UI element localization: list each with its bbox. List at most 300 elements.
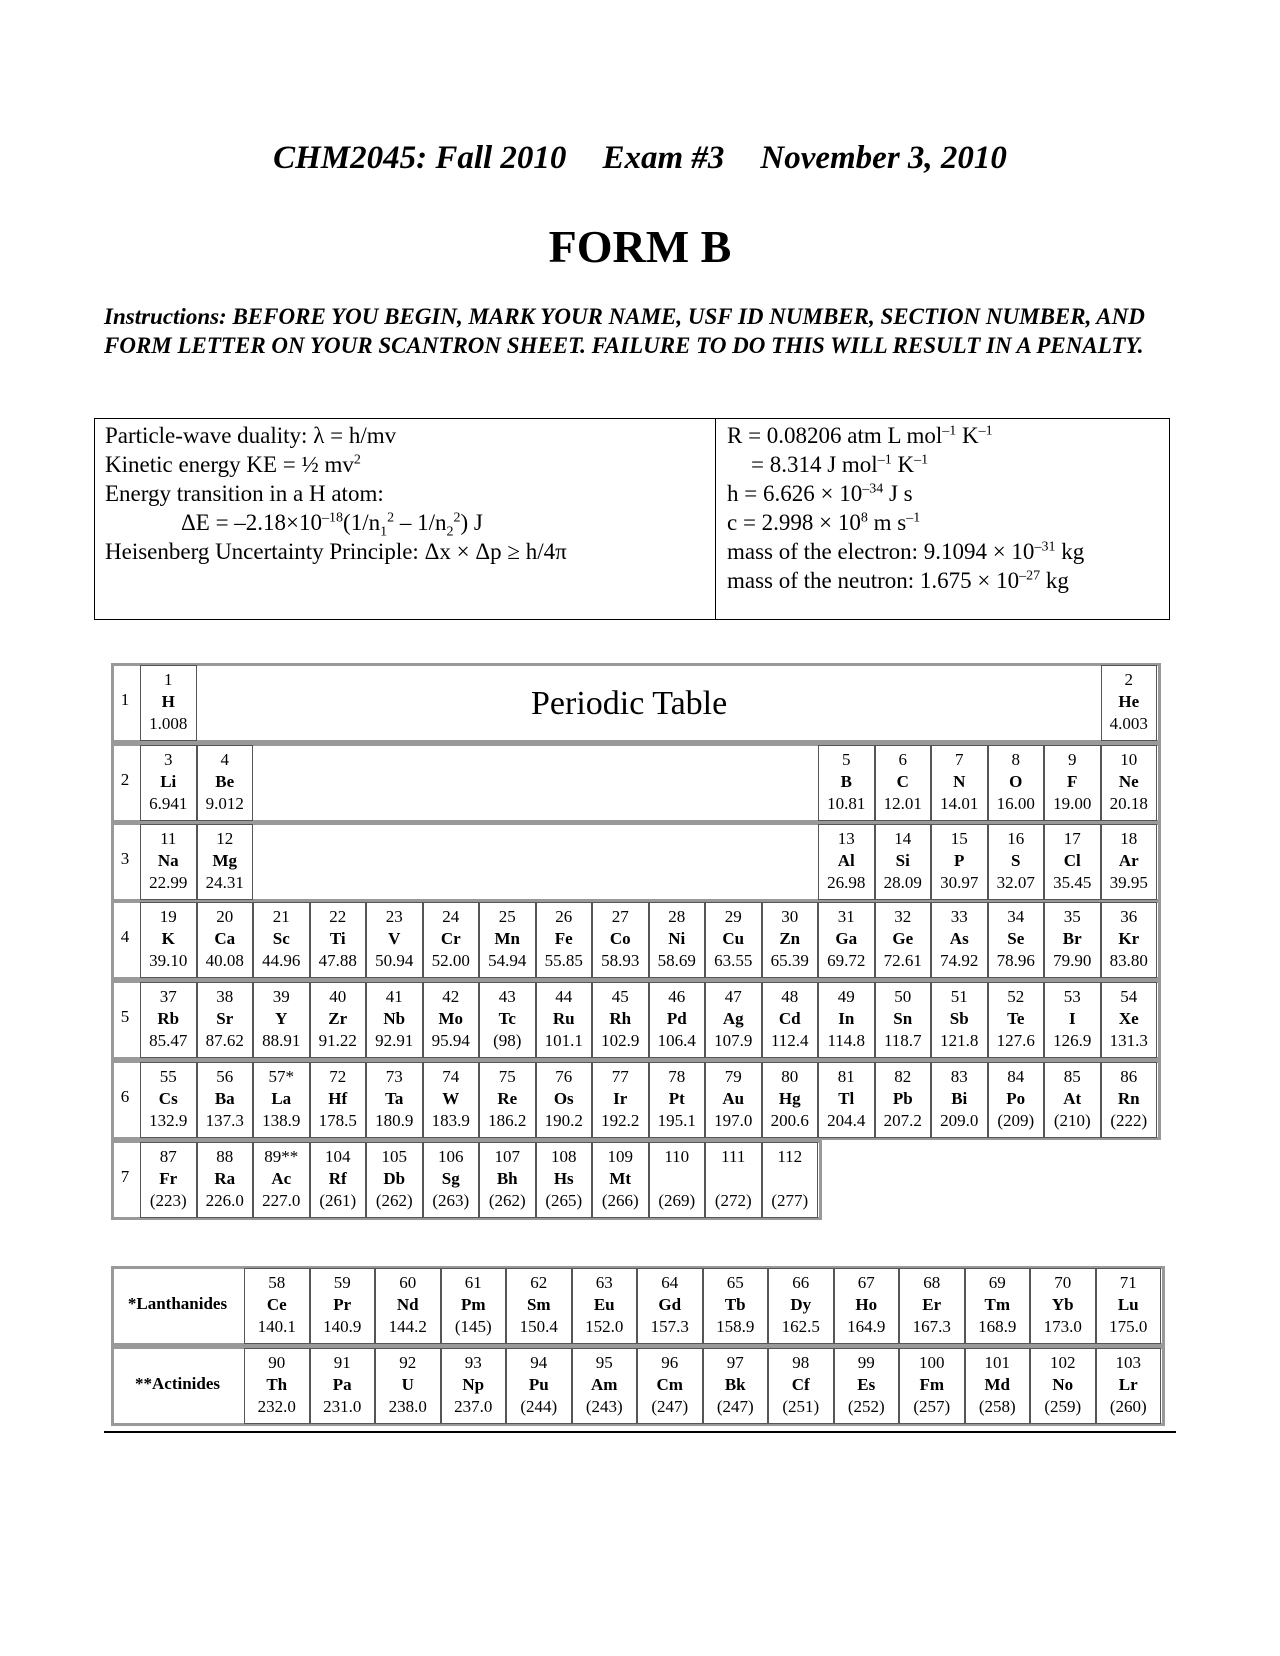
element-cell xyxy=(899,1268,965,1344)
atomic-number: 105 xyxy=(381,1147,407,1166)
atomic-number: 87 xyxy=(159,1147,177,1166)
atomic-mass: 101.1 xyxy=(544,1031,583,1050)
element-symbol: Al xyxy=(837,851,855,870)
atomic-mass: 58.69 xyxy=(657,951,696,970)
form-title: FORM B xyxy=(548,221,732,272)
atomic-number: 13 xyxy=(837,829,855,848)
element-symbol xyxy=(650,1168,705,1190)
atomic-mass: 168.9 xyxy=(978,1317,1017,1336)
element-symbol: Hs xyxy=(553,1169,574,1188)
atomic-number: 24 xyxy=(442,907,460,926)
atomic-mass: 28.09 xyxy=(883,873,922,892)
atomic-mass: 227.0 xyxy=(262,1191,301,1210)
atomic-number: 45 xyxy=(611,987,629,1006)
element-symbol: Sc xyxy=(272,929,290,948)
atomic-mass: 209.0 xyxy=(940,1111,979,1130)
element-cell xyxy=(140,982,197,1058)
atomic-number: 5 xyxy=(842,750,851,769)
atomic-mass: 226.0 xyxy=(205,1191,244,1210)
atomic-number: 32 xyxy=(894,907,912,926)
element-cell xyxy=(703,1348,769,1424)
element-symbol: Db xyxy=(383,1169,406,1188)
atomic-mass: (247) xyxy=(716,1397,754,1416)
atomic-number: 79 xyxy=(724,1067,742,1086)
element-symbol: Hf xyxy=(328,1089,348,1108)
atomic-mass: 65.39 xyxy=(770,951,809,970)
bottom-rule xyxy=(104,1431,1176,1433)
element-cell xyxy=(931,1062,988,1138)
element-cell xyxy=(818,824,875,900)
atomic-mass: 200.6 xyxy=(770,1111,809,1130)
speed-of-light: $c = 2.998 \times 10^8$ m $s^{-1}$ xyxy=(727,510,921,535)
element-cell xyxy=(197,1142,254,1218)
atomic-number: 53 xyxy=(1063,987,1081,1006)
atomic-mass: (263) xyxy=(432,1191,470,1210)
atomic-mass: 195.1 xyxy=(657,1111,696,1130)
atomic-mass: 58.93 xyxy=(601,951,640,970)
element-cell xyxy=(1044,1062,1101,1138)
atomic-number: 2 xyxy=(1124,670,1133,689)
element-symbol: Xe xyxy=(1118,1009,1139,1028)
element-cell xyxy=(1096,1348,1162,1424)
atomic-number: 20 xyxy=(216,907,234,926)
atomic-mass: (262) xyxy=(375,1191,413,1210)
atomic-mass: 78.96 xyxy=(996,951,1035,970)
gas-constant-1: R = 0.08206 atm L mol$^{-1}$ $K^{-1}$ xyxy=(727,423,993,448)
atomic-mass: 69.72 xyxy=(827,951,866,970)
atomic-number: 104 xyxy=(325,1147,351,1166)
element-symbol: Th xyxy=(266,1375,288,1394)
element-cell xyxy=(705,902,762,978)
atomic-number: 110 xyxy=(664,1147,690,1166)
atomic-number: 42 xyxy=(442,987,460,1006)
element-cell xyxy=(592,902,649,978)
atomic-mass: 102.9 xyxy=(601,1031,640,1050)
box-divider xyxy=(715,419,716,619)
neutron-mass: mass of the neutron: $1.675 \times 10^{-27}$ kg xyxy=(727,568,1069,593)
atomic-number: 90 xyxy=(268,1353,286,1372)
element-cell xyxy=(572,1268,638,1344)
atomic-mass: (261) xyxy=(319,1191,357,1210)
atomic-mass: 127.6 xyxy=(996,1031,1035,1050)
element-cell xyxy=(875,982,932,1058)
element-cell xyxy=(705,1142,762,1218)
element-symbol: Au xyxy=(722,1089,745,1108)
element-symbol: Eu xyxy=(593,1295,615,1314)
element-symbol: S xyxy=(1011,851,1021,870)
atomic-number: 21 xyxy=(272,907,290,926)
element-symbol: Rf xyxy=(328,1169,347,1188)
element-cell xyxy=(253,902,310,978)
element-symbol: Mo xyxy=(438,1009,464,1028)
element-cell xyxy=(506,1348,572,1424)
element-symbol: Am xyxy=(591,1375,618,1394)
element-cell xyxy=(1101,902,1158,978)
atomic-number: 30 xyxy=(781,907,799,926)
element-symbol: Mt xyxy=(609,1169,632,1188)
atomic-mass: 22.99 xyxy=(149,873,188,892)
element-cell xyxy=(637,1268,703,1344)
element-cell xyxy=(1096,1268,1162,1344)
atomic-mass: (257) xyxy=(913,1397,951,1416)
element-cell xyxy=(441,1348,507,1424)
atomic-mass: 72.61 xyxy=(883,951,922,970)
element-symbol: Gd xyxy=(658,1295,682,1314)
element-symbol: Pd xyxy=(666,1009,687,1028)
atomic-number: 3 xyxy=(164,750,173,769)
element-symbol: Md xyxy=(984,1375,1010,1394)
element-cell xyxy=(705,982,762,1058)
element-cell xyxy=(1101,982,1158,1058)
period-label: 6 xyxy=(120,1087,130,1106)
atomic-number: 61 xyxy=(464,1273,482,1292)
atomic-mass: (265) xyxy=(545,1191,583,1210)
element-cell xyxy=(965,1268,1031,1344)
atomic-mass: 74.92 xyxy=(940,951,979,970)
element-cell xyxy=(931,824,988,900)
atomic-number: 108 xyxy=(551,1147,577,1166)
element-symbol: O xyxy=(1009,772,1023,791)
element-cell xyxy=(140,1062,197,1138)
element-cell xyxy=(931,902,988,978)
atomic-number: 89** xyxy=(264,1147,299,1166)
period-label: 2 xyxy=(120,770,130,789)
atomic-mass: (247) xyxy=(651,1397,689,1416)
atomic-mass: 106.4 xyxy=(657,1031,696,1050)
duality-equation: Particle-wave duality: λ = h/mv xyxy=(105,423,397,448)
atomic-number: 11 xyxy=(160,829,177,848)
atomic-number: 77 xyxy=(611,1067,629,1086)
element-symbol: Cs xyxy=(158,1089,178,1108)
element-cell xyxy=(253,982,310,1058)
kinetic-equation: Kinetic energy KE = ½ $mv^2$ xyxy=(105,452,361,477)
atomic-mass: 140.9 xyxy=(323,1317,362,1336)
element-cell xyxy=(988,1062,1045,1138)
atomic-number: 66 xyxy=(792,1273,810,1292)
element-symbol: Ru xyxy=(552,1009,575,1028)
element-symbol: Pa xyxy=(332,1375,352,1394)
element-cell xyxy=(536,982,593,1058)
element-symbol: Br xyxy=(1062,929,1082,948)
atomic-mass: 35.45 xyxy=(1053,873,1092,892)
element-cell xyxy=(592,982,649,1058)
equations-column xyxy=(105,421,567,566)
atomic-mass: (272) xyxy=(714,1191,752,1210)
atomic-number: 93 xyxy=(464,1353,482,1372)
element-cell xyxy=(506,1268,572,1344)
element-symbol: Pt xyxy=(668,1089,685,1108)
f-block-label: **Actinides xyxy=(135,1374,220,1393)
atomic-mass: 63.55 xyxy=(714,951,753,970)
atomic-number: 4 xyxy=(220,750,229,769)
atomic-number: 56 xyxy=(216,1067,234,1086)
atomic-number: 69 xyxy=(988,1273,1006,1292)
element-cell xyxy=(244,1268,310,1344)
element-symbol: Lu xyxy=(1117,1295,1139,1314)
element-cell xyxy=(244,1348,310,1424)
element-cell xyxy=(375,1348,441,1424)
atomic-mass: 175.0 xyxy=(1109,1317,1148,1336)
atomic-mass: 186.2 xyxy=(488,1111,527,1130)
element-cell xyxy=(965,1348,1031,1424)
atomic-number: 63 xyxy=(595,1273,613,1292)
element-cell xyxy=(1044,824,1101,900)
atomic-number: 100 xyxy=(919,1353,945,1372)
element-symbol: Np xyxy=(462,1375,485,1394)
atomic-number: 86 xyxy=(1120,1067,1138,1086)
atomic-number: 101 xyxy=(984,1353,1010,1372)
element-symbol: Ni xyxy=(668,929,686,948)
element-cell xyxy=(637,1348,703,1424)
atomic-number: 60 xyxy=(399,1273,417,1292)
atomic-number: 111 xyxy=(721,1147,746,1166)
atomic-mass: 55.85 xyxy=(544,951,583,970)
element-symbol: Fr xyxy=(159,1169,178,1188)
atomic-mass: 87.62 xyxy=(205,1031,244,1050)
element-cell xyxy=(649,1062,706,1138)
element-cell xyxy=(140,665,197,741)
atomic-mass: 144.2 xyxy=(388,1317,427,1336)
atomic-mass: 126.9 xyxy=(1053,1031,1092,1050)
atomic-number: 19 xyxy=(159,907,177,926)
atomic-number: 18 xyxy=(1120,829,1138,848)
element-cell xyxy=(703,1268,769,1344)
element-symbol: Pb xyxy=(892,1089,913,1108)
element-cell xyxy=(253,1062,310,1138)
element-cell xyxy=(1101,745,1158,821)
element-symbol: Dy xyxy=(790,1295,812,1314)
atomic-mass: 183.9 xyxy=(431,1111,470,1130)
atomic-number: 68 xyxy=(923,1273,941,1292)
element-cell xyxy=(375,1268,441,1344)
element-symbol: F xyxy=(1067,772,1078,791)
atomic-number: 83 xyxy=(950,1067,968,1086)
atomic-mass: 95.94 xyxy=(431,1031,470,1050)
exam-header xyxy=(0,140,1280,177)
element-symbol: Er xyxy=(922,1295,942,1314)
gas-constant-2: = 8.314 J mol$^{-1}$ $K^{-1}$ xyxy=(751,452,929,477)
atomic-mass: (262) xyxy=(488,1191,526,1210)
element-symbol: Y xyxy=(275,1009,288,1028)
exam-date: November 3, 2010 xyxy=(760,140,1007,176)
atomic-number: 71 xyxy=(1119,1273,1137,1292)
element-symbol: He xyxy=(1118,692,1140,711)
element-symbol: Tb xyxy=(724,1295,746,1314)
atomic-number: 88 xyxy=(216,1147,234,1166)
element-cell xyxy=(649,902,706,978)
element-symbol: Fe xyxy=(554,929,573,948)
element-cell xyxy=(423,1142,480,1218)
atomic-number: 82 xyxy=(894,1067,912,1086)
element-cell xyxy=(818,982,875,1058)
atomic-number: 12 xyxy=(216,829,234,848)
element-cell xyxy=(423,1062,480,1138)
element-symbol: At xyxy=(1063,1089,1082,1108)
element-symbol: Kr xyxy=(1118,929,1140,948)
element-cell xyxy=(572,1348,638,1424)
element-symbol: Te xyxy=(1007,1009,1025,1028)
element-cell xyxy=(310,1348,376,1424)
atomic-mass: 39.95 xyxy=(1109,873,1148,892)
atomic-number: 39 xyxy=(272,987,290,1006)
element-cell xyxy=(768,1268,834,1344)
element-symbol: Tc xyxy=(498,1009,516,1028)
atomic-mass: 121.8 xyxy=(940,1031,979,1050)
element-cell xyxy=(931,982,988,1058)
period-label: 5 xyxy=(120,1007,130,1026)
element-cell xyxy=(988,902,1045,978)
atomic-number: 34 xyxy=(1007,907,1025,926)
atomic-number: 57* xyxy=(268,1067,294,1086)
atomic-number: 107 xyxy=(494,1147,520,1166)
element-cell xyxy=(197,1062,254,1138)
element-cell xyxy=(988,745,1045,821)
element-cell xyxy=(1101,1062,1158,1138)
atomic-number: 43 xyxy=(498,987,516,1006)
element-cell xyxy=(366,1142,423,1218)
element-symbol: Ag xyxy=(722,1009,744,1028)
atomic-mass: 1.008 xyxy=(149,714,188,733)
atomic-mass: 91.22 xyxy=(318,1031,357,1050)
atomic-mass: (223) xyxy=(149,1191,187,1210)
atomic-number: 109 xyxy=(607,1147,633,1166)
f-block-label: *Lanthanides xyxy=(127,1294,228,1313)
atomic-mass: 158.9 xyxy=(716,1317,755,1336)
atomic-number: 38 xyxy=(216,987,234,1006)
atomic-number: 62 xyxy=(530,1273,548,1292)
element-symbol: Rb xyxy=(157,1009,180,1028)
element-cell xyxy=(1044,902,1101,978)
element-cell xyxy=(875,824,932,900)
element-symbol: Sg xyxy=(441,1169,460,1188)
element-symbol: Bi xyxy=(951,1089,968,1108)
element-cell xyxy=(366,982,423,1058)
atomic-mass: 152.0 xyxy=(585,1317,624,1336)
element-symbol: Fm xyxy=(919,1375,945,1394)
atomic-mass: 24.31 xyxy=(205,873,244,892)
atomic-number: 65 xyxy=(726,1273,744,1292)
element-symbol: Sm xyxy=(526,1295,551,1314)
element-cell xyxy=(536,1062,593,1138)
atomic-mass: (244) xyxy=(520,1397,558,1416)
element-symbol: Ce xyxy=(266,1295,287,1314)
element-symbol: Nb xyxy=(383,1009,406,1028)
atomic-mass: 83.80 xyxy=(1109,951,1148,970)
element-cell xyxy=(988,824,1045,900)
atomic-number: 23 xyxy=(385,907,403,926)
atomic-number: 58 xyxy=(268,1273,286,1292)
atomic-number: 80 xyxy=(781,1067,799,1086)
element-cell xyxy=(762,1062,819,1138)
atomic-mass: 6.941 xyxy=(149,794,188,813)
atomic-number: 76 xyxy=(555,1067,573,1086)
course-title: CHM2045: Fall 2010 xyxy=(273,140,567,176)
atomic-mass: 92.91 xyxy=(375,1031,414,1050)
atomic-number: 6 xyxy=(898,750,907,769)
element-symbol: Re xyxy=(497,1089,518,1108)
atomic-number: 31 xyxy=(837,907,855,926)
element-symbol: Ca xyxy=(214,929,236,948)
element-symbol: Ir xyxy=(613,1089,628,1108)
atomic-number: 64 xyxy=(661,1273,679,1292)
element-cell xyxy=(592,1142,649,1218)
element-cell xyxy=(536,902,593,978)
atomic-number: 67 xyxy=(857,1273,875,1292)
atomic-number: 1 xyxy=(164,670,173,689)
element-symbol: Ti xyxy=(329,929,346,948)
element-cell xyxy=(366,902,423,978)
element-cell xyxy=(1030,1348,1096,1424)
atomic-mass: (251) xyxy=(782,1397,820,1416)
atomic-number: 26 xyxy=(555,907,573,926)
atomic-mass: (209) xyxy=(997,1111,1035,1130)
element-symbol: Nd xyxy=(396,1295,419,1314)
atomic-number: 7 xyxy=(955,750,964,769)
period-label: 1 xyxy=(120,690,130,709)
atomic-mass: 190.2 xyxy=(544,1111,583,1130)
atomic-mass: 54.94 xyxy=(488,951,527,970)
element-cell xyxy=(931,745,988,821)
element-cell xyxy=(899,1348,965,1424)
element-cell xyxy=(649,1142,706,1218)
element-symbol: C xyxy=(896,772,909,791)
atomic-mass: 131.3 xyxy=(1109,1031,1148,1050)
element-cell xyxy=(834,1268,900,1344)
element-symbol: Ta xyxy=(385,1089,404,1108)
element-cell xyxy=(1030,1268,1096,1344)
atomic-number: 52 xyxy=(1007,987,1025,1006)
atomic-number: 73 xyxy=(385,1067,403,1086)
atomic-mass: 162.5 xyxy=(781,1317,820,1336)
equations-constants-box xyxy=(94,418,1170,620)
element-symbol: Cm xyxy=(656,1375,683,1394)
atomic-number: 102 xyxy=(1050,1353,1076,1372)
atomic-mass: (259) xyxy=(1044,1397,1082,1416)
element-symbol: Tm xyxy=(984,1295,1010,1314)
element-symbol: In xyxy=(838,1009,855,1028)
atomic-mass: 138.9 xyxy=(262,1111,301,1130)
element-symbol: Mn xyxy=(494,929,520,948)
atomic-mass: 50.94 xyxy=(375,951,414,970)
atomic-number: 37 xyxy=(159,987,177,1006)
element-cell xyxy=(310,1268,376,1344)
atomic-mass: 32.07 xyxy=(996,873,1035,892)
atomic-mass: 180.9 xyxy=(375,1111,414,1130)
atomic-number: 48 xyxy=(781,987,799,1006)
element-symbol: Cf xyxy=(791,1375,810,1394)
atomic-mass: 107.9 xyxy=(714,1031,753,1050)
atomic-number: 112 xyxy=(777,1147,803,1166)
element-symbol: Sr xyxy=(216,1009,234,1028)
atomic-mass: 40.08 xyxy=(205,951,244,970)
element-cell xyxy=(253,1142,310,1218)
element-symbol: Rh xyxy=(609,1009,632,1028)
atomic-number: 103 xyxy=(1115,1353,1141,1372)
element-cell xyxy=(366,1062,423,1138)
element-symbol: Se xyxy=(1007,929,1025,948)
element-symbol: H xyxy=(161,692,175,711)
delta-e-equation: $\Delta E = -2.18\times 10^{-18}(1/n_1^2 - 1/n_2^2)$ J xyxy=(181,510,483,540)
element-symbol: Yb xyxy=(1051,1295,1074,1314)
element-symbol: Ra xyxy=(214,1169,236,1188)
atomic-number: 81 xyxy=(837,1067,855,1086)
element-symbol: W xyxy=(442,1089,460,1108)
element-cell xyxy=(197,745,254,821)
element-symbol: Tl xyxy=(838,1089,855,1108)
atomic-mass: 19.00 xyxy=(1053,794,1092,813)
element-symbol: Ge xyxy=(892,929,914,948)
element-symbol: Po xyxy=(1006,1089,1026,1108)
